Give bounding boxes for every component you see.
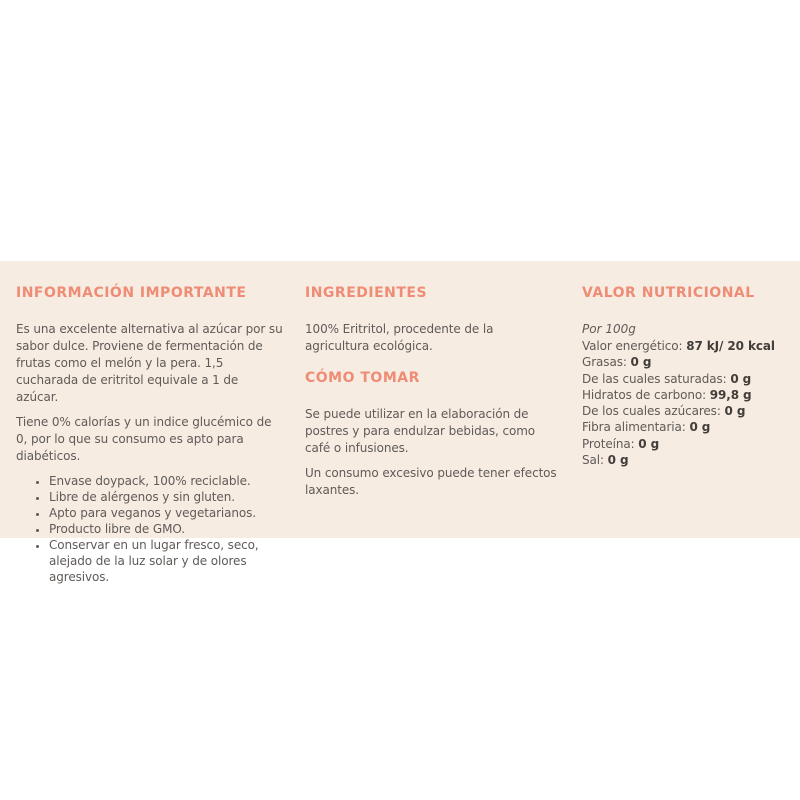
nutrition-row-value: 0 g xyxy=(730,371,752,386)
nutrition-row-label: Valor energético: xyxy=(582,339,683,353)
nutrition-row-label: Grasas: xyxy=(582,355,627,370)
ingredients-paragraphs xyxy=(305,321,557,355)
bullet-item: • Envase doypack, 100% reciclable. xyxy=(49,473,284,489)
nutrition-row-label: De las cuales saturadas: xyxy=(582,371,727,386)
bullet-item: • Libre de alérgenos y sin gluten. xyxy=(49,489,284,505)
nutrition-row xyxy=(582,452,786,468)
nutrition-row xyxy=(582,419,786,435)
nutrition-per-100g-label: Por 100g xyxy=(582,322,636,336)
important-information-paragraphs xyxy=(16,321,284,465)
paragraph: 100% Eritritol, procedente de la agricultura ecológica. xyxy=(305,322,494,353)
nutrition-row-label: Hidratos de carbono: xyxy=(582,387,707,402)
nutrition-row-value: 87 kJ/ 20 kcal xyxy=(686,339,775,353)
how-to-take-paragraphs xyxy=(305,406,557,499)
nutrition-row-value: 0 g xyxy=(630,355,652,370)
bullet-item: • Apto para veganos y vegetarianos. xyxy=(49,505,284,521)
nutrition-row xyxy=(582,338,786,354)
product-details-band xyxy=(0,261,800,584)
paragraph: Es una excelente alternativa al azúcar por su sabor dulce. Proviene de fermentación de frutas como el melón y la pera. 1,5 cucharada de eritritol equivale a 1 de azúcar. xyxy=(16,322,283,404)
nutrition-row-value: 0 g xyxy=(638,436,660,451)
nutrition-row xyxy=(582,387,786,403)
bullet-item: • Conservar en un lugar fresco, seco, alejado de la luz solar y de olores agresivos. xyxy=(49,537,284,585)
important-information-bullet-list xyxy=(16,473,284,585)
nutrition-row xyxy=(582,354,786,370)
nutrition-row xyxy=(582,403,786,419)
important-information-heading: INFORMACIÓN IMPORTANTE xyxy=(16,285,247,301)
column-nutrition-facts xyxy=(582,286,786,468)
nutrition-row-label: Proteína: xyxy=(582,436,635,451)
nutrition-row xyxy=(582,436,786,452)
nutrition-row-value: 0 g xyxy=(689,420,711,435)
nutrition-row-label: Fibra alimentaria: xyxy=(582,420,686,435)
nutrition-row xyxy=(582,371,786,387)
nutrition-heading: VALOR NUTRICIONAL xyxy=(582,285,755,301)
ingredients-heading: INGREDIENTES xyxy=(305,285,428,301)
column-ingredients-and-usage xyxy=(305,286,557,507)
nutrition-rows xyxy=(582,338,786,468)
how-to-take-heading: CÓMO TOMAR xyxy=(305,370,420,386)
paragraph: Se puede utilizar en la elaboración de postres y para endulzar bebidas, como café o infusiones. xyxy=(305,407,536,455)
bullet-item: • Producto libre de GMO. xyxy=(49,521,284,537)
nutrition-row-label: Sal: xyxy=(582,453,604,468)
product-details-columns xyxy=(0,261,800,585)
nutrition-row-value: 99,8 g xyxy=(709,387,752,402)
nutrition-row-value: 0 g xyxy=(724,404,746,419)
nutrition-row-label: De los cuales azúcares: xyxy=(582,404,721,419)
nutrition-row-value: 0 g xyxy=(607,453,629,468)
column-important-information xyxy=(16,286,284,585)
paragraph: Un consumo excesivo puede tener efectos laxantes. xyxy=(305,466,557,497)
paragraph: Tiene 0% calorías y un indice glucémico de 0, por lo que su consumo es apto para diabéticos. xyxy=(16,415,272,463)
